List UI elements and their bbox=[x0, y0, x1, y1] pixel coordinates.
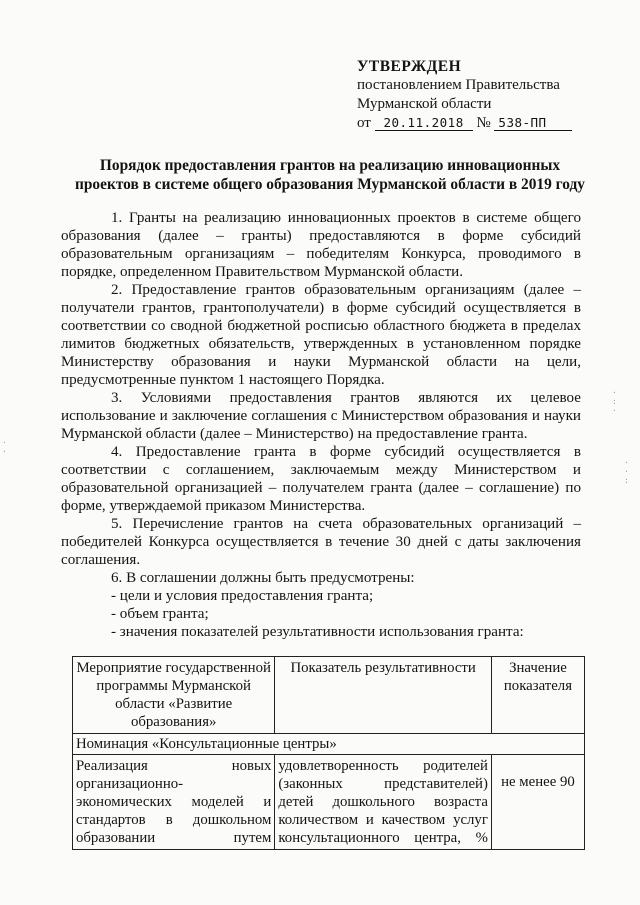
approval-number: 538-ПП bbox=[494, 116, 572, 131]
document-title-line-1: Порядок предоставления грантов на реализацию инновационных bbox=[99, 157, 561, 174]
list-item: - объем гранта; bbox=[111, 606, 209, 622]
number-label: № bbox=[476, 115, 491, 131]
approved-by-line: постановлением Правительства bbox=[357, 77, 560, 93]
indicator-cell: удовлетворенность родителей (законных представителей) детей дошкольного возраста количеством и качеством услуг консультационного центра, % bbox=[275, 755, 492, 850]
header-activity: Мероприятие государственной программы Мурманской области «Развитие образования» bbox=[73, 657, 275, 734]
scan-margin-mark: · · : bbox=[624, 458, 629, 485]
document-body bbox=[61, 209, 581, 641]
paragraph-1: 1. Гранты на реализацию инновационных проектов в системе общего образования (далее – гранты) предоставляются в форме субсидий образовательным организациям – победителям Конкурса, проводимого в порядке, определенном Правительством Мурманской области. bbox=[61, 210, 581, 280]
document-title-line-2: проектов в системе общего образования Мурманской области в 2019 году bbox=[75, 176, 585, 193]
value-cell: не менее 90 bbox=[491, 755, 584, 850]
scan-margin-mark: · · bbox=[2, 438, 7, 456]
table-row bbox=[73, 755, 585, 850]
header-indicator: Показатель результативности bbox=[275, 657, 492, 734]
paragraph-5: 5. Перечисление грантов на счета образовательных организаций – победителей Конкурса осуществляется в течение 30 дней с даты заключения соглашения. bbox=[61, 516, 581, 568]
from-label: от bbox=[357, 115, 371, 131]
approval-date-line bbox=[357, 114, 607, 133]
document-title bbox=[60, 156, 600, 194]
list-item: - значения показателей результативности использования гранта: bbox=[111, 624, 524, 640]
header-value: Значение показателя bbox=[491, 657, 584, 734]
results-table bbox=[72, 656, 585, 850]
activity-cell: Реализация новых организационно-экономических моделей и стандартов в дошкольном образовании путем bbox=[73, 755, 275, 850]
list-item: - цели и условия предоставления гранта; bbox=[111, 588, 374, 604]
approval-date: 20.11.2018 bbox=[375, 116, 473, 131]
nomination-row bbox=[73, 734, 585, 755]
approved-region: Мурманской области bbox=[357, 96, 492, 112]
approval-block bbox=[357, 57, 607, 133]
paragraph-4: 4. Предоставление гранта в форме субсидий осуществляется в соответствии с соглашением, заключаемым между Министерством и образовательной организацией – получателем гранта (далее – соглашение) по форме, утверждаемой приказом Министерства. bbox=[61, 444, 581, 514]
scan-margin-mark: · : · bbox=[612, 388, 617, 415]
paragraph-3: 3. Условиями предоставления грантов являются их целевое использование и заключение соглашения с Министерством образования и науки Мурманской области (далее – Министерство) на предоставление гранта. bbox=[61, 390, 581, 442]
paragraph-2: 2. Предоставление грантов образовательным организациям (далее – получатели грантов, грантополучатели) в форме субсидий осуществляется в соответствии со сводной бюджетной росписью областного бюджета в пределах лимитов бюджетных обязательств, утвержденных в установленном порядке Министерству образования и науки Мурманской области на цели, предусмотренные пунктом 1 настоящего Порядка. bbox=[61, 282, 581, 388]
table-header-row bbox=[73, 657, 585, 734]
list-intro: 6. В соглашении должны быть предусмотрены: bbox=[111, 570, 415, 586]
approved-heading: УТВЕРЖДЕН bbox=[357, 58, 462, 75]
nomination-cell: Номинация «Консультационные центры» bbox=[73, 734, 585, 755]
